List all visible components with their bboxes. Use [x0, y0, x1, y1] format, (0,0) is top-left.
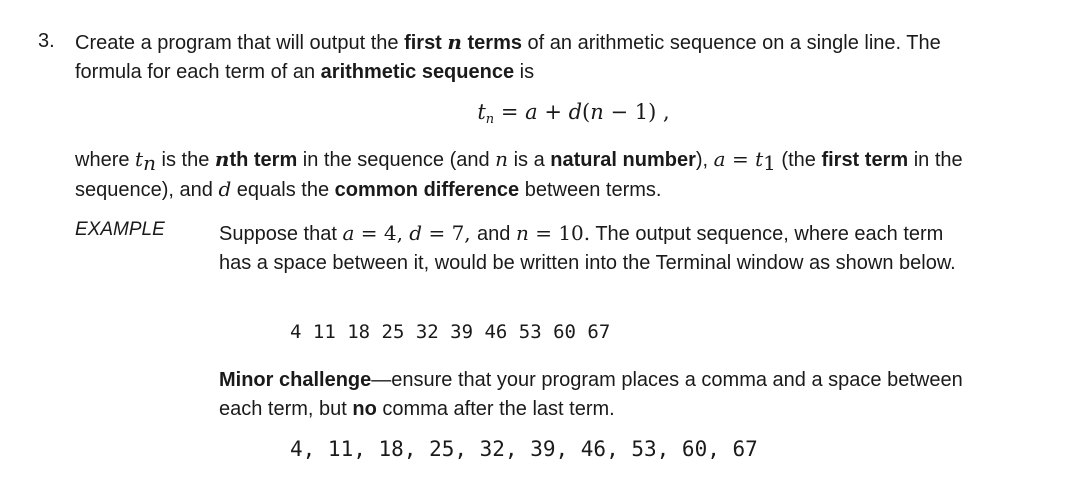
formula-explanation: where $t_n$ is the nth term in the sequence (and n is a natural number), $a = t_1$ (the first term in the sequence), and d equals the common difference between terms.: [75, 147, 963, 201]
example-text: Suppose that a = 4, d = 7, and n = 10. The output sequence, where each term has a space between it, would be written into the Terminal window as shown below.: [219, 221, 956, 274]
arithmetic-formula: $t_n = a + d(n - 1)$ ,: [477, 100, 670, 127]
example-label: EXAMPLE: [75, 219, 165, 240]
minor-challenge: Minor challenge—ensure that your program places a comma and a space between each term, but no comma after the last term.: [219, 369, 963, 420]
example-output: 4 11 18 25 32 39 46 53 60 67: [290, 321, 611, 343]
challenge-output: 4, 11, 18, 25, 32, 39, 46, 53, 60, 67: [290, 437, 758, 461]
question-intro: Create a program that will output the first n terms of an arithmetic sequence on a single line. The formula for each term of an arithmetic sequence is: [75, 30, 941, 83]
question-number: 3.: [38, 30, 55, 52]
